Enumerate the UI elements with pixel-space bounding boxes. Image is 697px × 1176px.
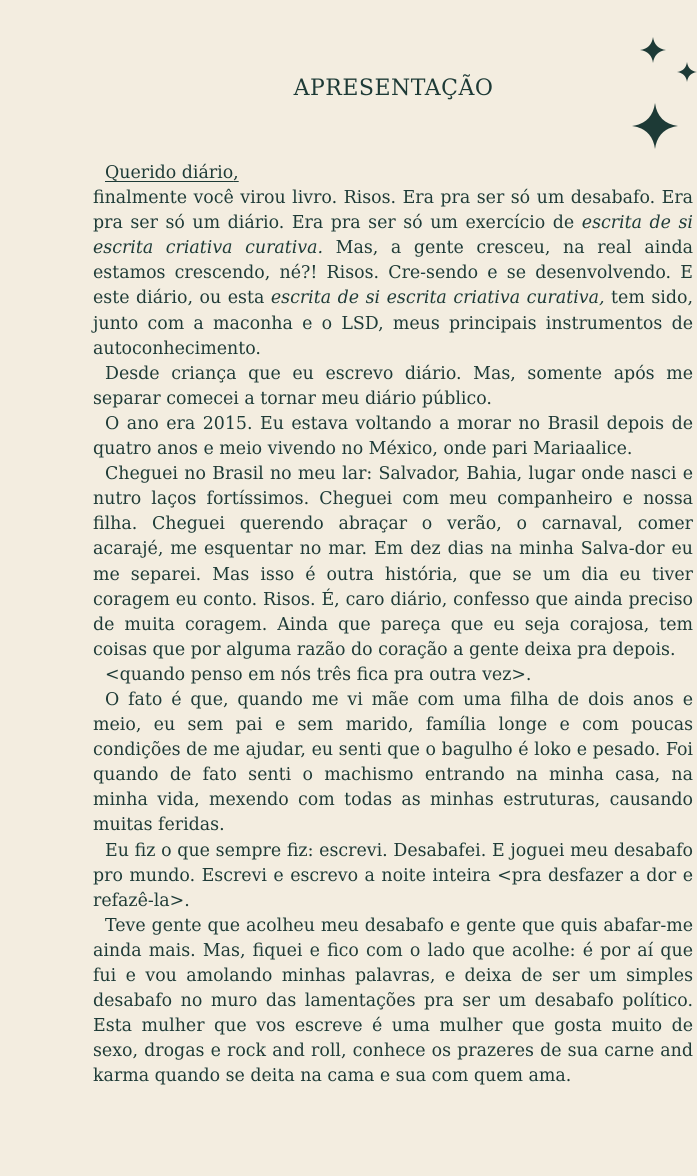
- paragraph: Cheguei no Brasil no meu lar: Salvador, Bahia, lugar onde nasci e nutro laços fortíssimos. Cheguei com meu companheiro e nossa filha. Cheguei querendo abraçar o verão, o carnaval, comer acarajé, me esquentar no mar. Em dez dias na minha Salva-dor eu me separei. Mas isso é outra história, que se um dia eu tiver coragem eu conto. Risos. É, caro diário, confesso que ainda preciso de muita coragem. Ainda que pareça que eu seja corajosa, tem coisas que por alguma razão do coração a gente deixa pra depois.: [93, 464, 693, 660]
- paragraph: Teve gente que acolheu meu desabafo e gente que quis abafar-me ainda mais. Mas, fiquei e fico com o lado que acolhe: é por aí que fui e vou amolando minhas palavras, e deixa de ser um simples desabafo no muro das lamentações pra ser um desabafo político. Esta mulher que vos escreve é uma mulher que gosta muito de sexo, drogas e rock and roll, conhece os prazeres de sua carne and karma quando se deita na cama e sua com quem ama.: [93, 915, 693, 1087]
- paragraph-text: tem sido, junto com a maconha e o LSD, meus principais instrumentos de autoconhecimento.: [93, 288, 693, 359]
- paragraph-emphasis: escrita de si escrita criativa curativa,: [270, 288, 605, 309]
- salutation-comma: ,: [233, 163, 239, 183]
- body-text: [93, 161, 693, 1089]
- salutation-text: Querido diário: [105, 163, 234, 183]
- salutation: [93, 161, 693, 186]
- paragraph: O ano era 2015. Eu estava voltando a morar no Brasil depois de quatro anos e meio vivendo no México, onde pari Mariaalice.: [93, 413, 693, 460]
- paragraph-emphasis: escrita de si escrita criativa curativa.: [93, 213, 693, 259]
- paragraph-text: finalmente você virou livro. Risos. Era pra ser só um desabafo. Era pra ser só um diário. Era pra ser só um exercício de: [93, 188, 693, 234]
- paragraph-text: Mas, a gente cresceu, na real ainda estamos crescendo, né?! Risos. Cre-sendo e se desenvolvendo. E este diário, ou esta: [93, 238, 693, 309]
- paragraph: O fato é que, quando me vi mãe com uma filha de dois anos e meio, eu sem pai e sem marido, família longe e com poucas condições de me ajudar, eu senti que o bagulho é loko e pesado. Foi quando de fato senti o machismo entrando na minha casa, na minha vida, mexendo com todas as minhas estruturas, causando muitas feridas.: [93, 689, 693, 836]
- paragraph: Eu fiz o que sempre fiz: escrevi. Desabafei. E joguei meu desabafo pro mundo. Escrevi e escrevo a noite inteira <pra desfazer a dor e refazê-la>.: [93, 840, 693, 911]
- page-title: APRESENTAÇÃO: [293, 76, 494, 101]
- paragraph: [93, 186, 693, 362]
- paragraph: Desde criança que eu escrevo diário. Mas, somente após me separar comecei a tornar meu diário público.: [93, 363, 693, 409]
- paragraph: <quando penso em nós três fica pra outra vez>.: [105, 664, 532, 685]
- star-icon: [632, 103, 678, 149]
- star-icon: [640, 37, 666, 63]
